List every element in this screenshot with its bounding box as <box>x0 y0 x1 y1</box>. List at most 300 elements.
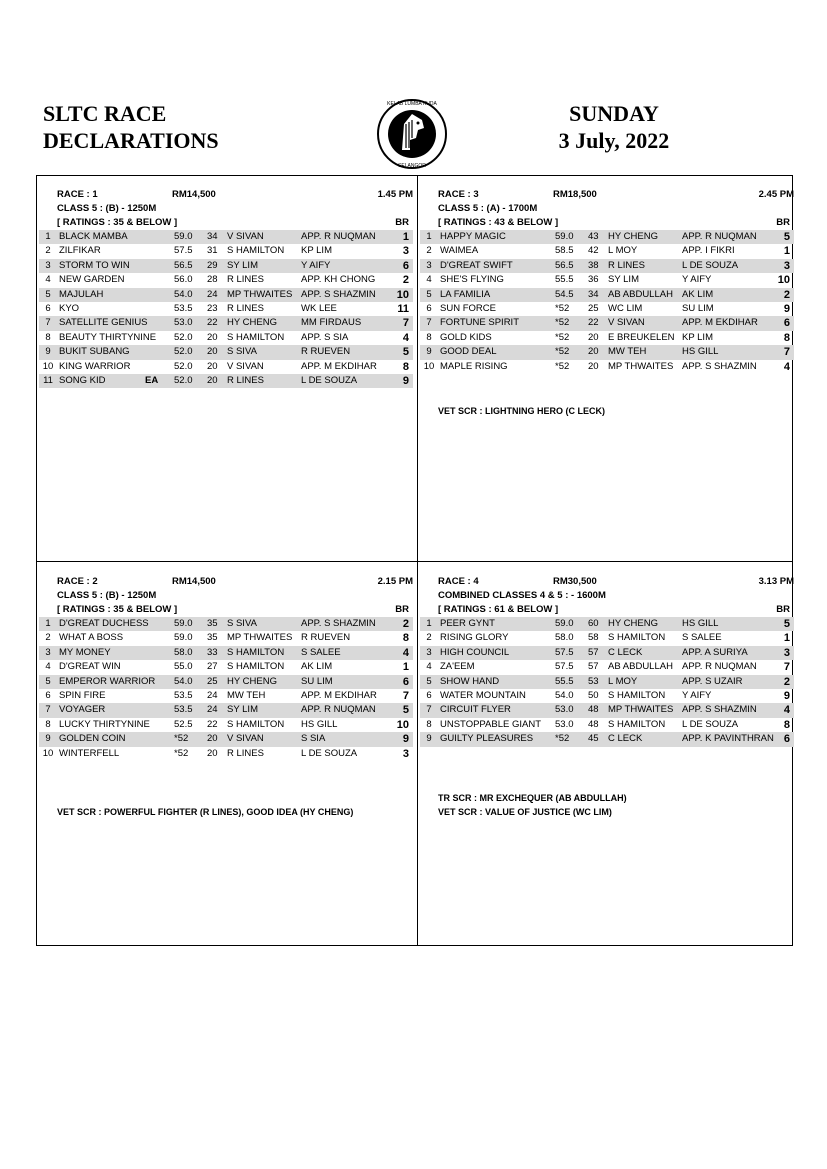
runner-rating: 24 <box>207 704 218 716</box>
runner-row <box>39 302 413 316</box>
runner-weight: *52 <box>555 346 570 358</box>
runner-weight: 57.5 <box>555 646 574 658</box>
trainer-name: APP. S SHAZMIN <box>301 618 376 629</box>
jockey-name: R LINES <box>227 374 264 386</box>
jockey-name: S HAMILTON <box>227 718 285 730</box>
runner-row <box>420 689 794 703</box>
runner-rating: 43 <box>588 231 599 242</box>
title-line-1: SLTC RACE <box>43 101 167 126</box>
runner-rating: 38 <box>588 259 599 271</box>
runner-row <box>420 718 794 732</box>
runner-weight: *52 <box>555 360 570 372</box>
runner-row <box>420 617 794 631</box>
race-prize: RM18,500 <box>553 189 597 200</box>
runner-weight: *52 <box>555 331 570 343</box>
runner-weight: 56.5 <box>555 259 574 271</box>
runner-rating: 57 <box>588 661 599 673</box>
trainer-name: L DE SOUZA <box>301 374 358 386</box>
horse-name: LUCKY THIRTYNINE <box>59 718 150 730</box>
race-class <box>420 202 794 216</box>
horse-name: WATER MOUNTAIN <box>440 689 526 701</box>
runner-rating: 35 <box>207 632 218 644</box>
runner-rating: 34 <box>207 231 218 242</box>
race-panel <box>420 575 794 747</box>
runner-rating: 50 <box>588 689 599 701</box>
runner-weight: 59.0 <box>555 231 574 242</box>
barrier-number: 2 <box>402 274 409 287</box>
runner-row <box>420 732 794 746</box>
barrier-header: BR <box>776 604 790 615</box>
race-header <box>420 575 794 589</box>
runner-rating: 58 <box>588 632 599 644</box>
trainer-name: SU LIM <box>301 675 333 687</box>
barrier-header: BR <box>395 217 409 228</box>
runner-weight: 56.5 <box>174 259 193 271</box>
runner-row <box>39 345 413 359</box>
scratching-note: VET SCR : LIGHTNING HERO (C LECK) <box>438 406 605 416</box>
runner-row <box>39 374 413 388</box>
horse-name: D'GREAT DUCHESS <box>59 618 149 629</box>
race-prize: RM14,500 <box>172 189 216 200</box>
race-class-label: CLASS 5 : (A) - 1700M <box>438 203 538 214</box>
runner-number: 5 <box>426 288 432 300</box>
title-block <box>43 100 219 154</box>
jockey-name: AB ABDULLAH <box>608 288 673 300</box>
jockey-name: S HAMILTON <box>227 646 285 658</box>
barrier-number: 9 <box>402 733 409 746</box>
club-logo <box>376 94 448 174</box>
jockey-name: AB ABDULLAH <box>608 661 673 673</box>
logo-text-top: KELAB LUMBA KUDA <box>387 101 437 107</box>
runner-row <box>39 660 413 674</box>
race-panel <box>39 575 413 761</box>
race-class <box>39 202 413 216</box>
barrier-number: 2 <box>783 675 790 688</box>
jockey-name: R LINES <box>227 747 264 759</box>
ratings-label: [ RATINGS : 61 & BELOW ] <box>438 604 559 615</box>
barrier-number: 9 <box>783 302 790 315</box>
runner-number: 2 <box>426 245 432 257</box>
runner-weight: *52 <box>555 317 570 329</box>
runner-rating: 34 <box>588 288 599 300</box>
barrier-number: 6 <box>783 733 790 746</box>
race-class-label: COMBINED CLASSES 4 & 5 : - 1600M <box>438 590 606 601</box>
barrier-number: 7 <box>402 317 409 330</box>
trainer-name: APP. M EKDIHAR <box>301 360 377 372</box>
trainer-name: S SALEE <box>301 646 341 658</box>
runner-rating: 24 <box>207 689 218 701</box>
runner-number: 4 <box>426 274 432 286</box>
horse-name: VOYAGER <box>59 704 106 716</box>
trainer-name: Y AIFY <box>301 259 331 271</box>
barrier-number: 6 <box>402 675 409 688</box>
barrier-number: 10 <box>777 274 790 287</box>
trainer-name: Y AIFY <box>682 274 712 286</box>
barrier-number: 3 <box>402 747 409 760</box>
runner-row <box>420 273 794 287</box>
race-time: 2.45 PM <box>758 189 794 200</box>
runner-number: 8 <box>45 718 51 730</box>
race-prize: RM14,500 <box>172 576 216 587</box>
runner-weight: 52.0 <box>174 360 193 372</box>
runner-number: 1 <box>426 618 432 629</box>
ratings-label: [ RATINGS : 35 & BELOW ] <box>57 217 178 228</box>
runner-weight: 53.5 <box>174 704 193 716</box>
jockey-name: S HAMILTON <box>227 661 285 673</box>
trainer-name: APP. A SURIYA <box>682 646 748 658</box>
runner-number: 2 <box>45 245 51 257</box>
runner-row <box>39 230 413 244</box>
horse-name: GOLDEN COIN <box>59 733 126 745</box>
jockey-name: V SIVAN <box>227 360 264 372</box>
ea-badge: EA <box>145 374 159 386</box>
runner-number: 8 <box>45 331 51 343</box>
horse-name: FORTUNE SPIRIT <box>440 317 519 329</box>
runner-row <box>39 617 413 631</box>
runner-number: 5 <box>426 675 432 687</box>
barrier-number: 4 <box>402 331 409 344</box>
barrier-number: 1 <box>402 231 409 243</box>
trainer-name: HS GILL <box>682 618 719 629</box>
barrier-number: 5 <box>783 618 790 630</box>
runner-weight: 59.0 <box>174 632 193 644</box>
runner-weight: 54.0 <box>555 689 574 701</box>
runner-weight: *52 <box>555 302 570 314</box>
horse-name: NEW GARDEN <box>59 274 125 286</box>
race-class <box>39 589 413 603</box>
date-block <box>514 100 714 154</box>
trainer-name: AK LIM <box>682 288 714 300</box>
barrier-number: 10 <box>396 718 409 731</box>
barrier-header: BR <box>776 217 790 228</box>
runner-number: 7 <box>45 317 51 329</box>
barrier-number: 8 <box>783 718 790 731</box>
runner-weight: 58.5 <box>555 245 574 257</box>
runner-rating: 45 <box>588 733 599 745</box>
runner-number: 4 <box>45 274 51 286</box>
race-class-label: CLASS 5 : (B) - 1250M <box>57 590 157 601</box>
race-time: 1.45 PM <box>377 189 413 200</box>
horse-name: SHE'S FLYING <box>440 274 504 286</box>
race-number: RACE : 4 <box>438 576 479 587</box>
runner-row <box>420 316 794 330</box>
runner-rating: 24 <box>207 288 218 300</box>
runner-weight: 54.0 <box>174 288 193 300</box>
trainer-name: APP. R NUQMAN <box>301 231 376 242</box>
runner-rating: 20 <box>207 374 218 386</box>
runner-weight: 55.5 <box>555 274 574 286</box>
runner-row <box>420 703 794 717</box>
jockey-name: C LECK <box>608 733 643 745</box>
runner-row <box>39 288 413 302</box>
horse-name: SONG KID <box>59 374 106 386</box>
runner-weight: 53.5 <box>174 689 193 701</box>
runner-number: 6 <box>426 302 432 314</box>
race-number: RACE : 3 <box>438 189 479 200</box>
runner-rating: 48 <box>588 718 599 730</box>
jockey-name: SY LIM <box>608 274 639 286</box>
horse-name: KYO <box>59 302 80 314</box>
trainer-name: MM FIRDAUS <box>301 317 362 329</box>
runner-rating: 20 <box>207 346 218 358</box>
trainer-name: R RUEVEN <box>301 632 351 644</box>
runner-row <box>39 631 413 645</box>
runner-number: 3 <box>426 259 432 271</box>
trainer-name: APP. S UZAIR <box>682 675 743 687</box>
horse-name: PEER GYNT <box>440 618 495 629</box>
runner-number: 10 <box>423 360 435 372</box>
runner-row <box>39 675 413 689</box>
runner-number: 5 <box>45 288 51 300</box>
runner-row <box>420 331 794 345</box>
jockey-name: R LINES <box>227 302 264 314</box>
runner-number: 6 <box>45 302 51 314</box>
runner-rating: 20 <box>207 733 218 745</box>
runner-rating: 22 <box>207 317 218 329</box>
jockey-name: HY CHENG <box>227 675 277 687</box>
barrier-number: 4 <box>783 360 790 373</box>
trainer-name: AK LIM <box>301 661 333 673</box>
barrier-number: 7 <box>783 346 790 359</box>
runner-number: 10 <box>42 360 54 372</box>
runner-rating: 20 <box>588 331 599 343</box>
jockey-name: S HAMILTON <box>608 632 666 644</box>
runner-weight: 57.5 <box>174 245 193 257</box>
horse-name: BLACK MAMBA <box>59 231 128 242</box>
runner-row <box>420 288 794 302</box>
horse-name: MAJULAH <box>59 288 104 300</box>
horse-name: SUN FORCE <box>440 302 496 314</box>
jockey-name: S HAMILTON <box>227 245 285 257</box>
runner-row <box>39 316 413 330</box>
runner-rating: 29 <box>207 259 218 271</box>
trainer-name: HS GILL <box>682 346 719 358</box>
jockey-name: MW TEH <box>608 346 647 358</box>
jockey-name: S SIVA <box>227 618 257 629</box>
barrier-number: 7 <box>783 661 790 674</box>
race-date: 3 July, 2022 <box>558 128 670 153</box>
barrier-number: 1 <box>402 661 409 674</box>
runner-weight: 52.0 <box>174 331 193 343</box>
horse-name: WINTERFELL <box>59 747 120 759</box>
trainer-name: L DE SOUZA <box>682 259 739 271</box>
race-ratings <box>420 603 794 617</box>
runner-number: 7 <box>426 317 432 329</box>
race-class <box>420 589 794 603</box>
jockey-name: S HAMILTON <box>608 689 666 701</box>
horse-name: SATELLITE GENIUS <box>59 317 148 329</box>
jockey-name: C LECK <box>608 646 643 658</box>
barrier-number: 8 <box>783 331 790 344</box>
trainer-name: S SALEE <box>682 632 722 644</box>
runner-rating: 33 <box>207 646 218 658</box>
runner-weight: 55.5 <box>555 675 574 687</box>
runner-number: 1 <box>426 231 432 242</box>
race-ratings <box>420 216 794 230</box>
runner-rating: 57 <box>588 646 599 658</box>
race-time: 3.13 PM <box>758 576 794 587</box>
runner-weight: 52.0 <box>174 346 193 358</box>
runner-number: 3 <box>45 646 51 658</box>
runner-number: 1 <box>45 231 51 242</box>
race-header <box>420 188 794 202</box>
runner-row <box>39 718 413 732</box>
runner-weight: 54.0 <box>174 675 193 687</box>
horse-name: SPIN FIRE <box>59 689 106 701</box>
runner-weight: 59.0 <box>555 618 574 629</box>
runner-row <box>39 689 413 703</box>
runner-number: 3 <box>426 646 432 658</box>
runner-rating: 20 <box>207 747 218 759</box>
runner-row <box>39 703 413 717</box>
ratings-label: [ RATINGS : 43 & BELOW ] <box>438 217 559 228</box>
horse-name: D'GREAT SWIFT <box>440 259 513 271</box>
runner-weight: 57.5 <box>555 661 574 673</box>
barrier-number: 8 <box>402 632 409 645</box>
runner-row <box>39 331 413 345</box>
barrier-number: 8 <box>402 360 409 373</box>
scratchings-notes <box>57 805 353 819</box>
race-time: 2.15 PM <box>377 576 413 587</box>
race-class-label: CLASS 5 : (B) - 1250M <box>57 203 157 214</box>
barrier-number: 6 <box>783 317 790 330</box>
runner-weight: 52.5 <box>174 718 193 730</box>
trainer-name: HS GILL <box>301 718 338 730</box>
horse-name: SHOW HAND <box>440 675 500 687</box>
race-prize: RM30,500 <box>553 576 597 587</box>
horse-name: GOLD KIDS <box>440 331 492 343</box>
runner-rating: 25 <box>588 302 599 314</box>
runner-rating: 28 <box>207 274 218 286</box>
trainer-name: APP. KH CHONG <box>301 274 376 286</box>
runner-rating: 60 <box>588 618 599 629</box>
runner-number: 6 <box>426 689 432 701</box>
barrier-number: 4 <box>783 704 790 717</box>
runner-weight: 55.0 <box>174 661 193 673</box>
barrier-number: 2 <box>402 618 409 630</box>
runner-number: 6 <box>45 689 51 701</box>
horse-name: MAPLE RISING <box>440 360 508 372</box>
scratching-note: VET SCR : VALUE OF JUSTICE (WC LIM) <box>438 807 612 817</box>
horse-name: UNSTOPPABLE GIANT <box>440 718 542 730</box>
runner-row <box>420 244 794 258</box>
trainer-name: S SIA <box>301 733 326 745</box>
race-day: SUNDAY <box>569 101 659 126</box>
trainer-name: KP LIM <box>301 245 332 257</box>
runner-weight: 53.0 <box>555 704 574 716</box>
trainer-name: L DE SOUZA <box>301 747 358 759</box>
runner-number: 1 <box>45 618 51 629</box>
runner-rating: 22 <box>207 718 218 730</box>
jockey-name: S HAMILTON <box>227 331 285 343</box>
runner-number: 9 <box>426 733 432 745</box>
runner-weight: 53.0 <box>555 718 574 730</box>
runner-rating: 20 <box>207 331 218 343</box>
jockey-name: R LINES <box>227 274 264 286</box>
runner-number: 8 <box>426 718 432 730</box>
trainer-name: APP. K PAVINTHRAN <box>682 733 774 745</box>
jockey-name: V SIVAN <box>227 231 264 242</box>
trainer-name: APP. R NUQMAN <box>682 661 757 673</box>
runner-rating: 22 <box>588 317 599 329</box>
horse-name: STORM TO WIN <box>59 259 130 271</box>
barrier-number: 10 <box>396 288 409 301</box>
trainer-name: APP. S SHAZMIN <box>301 288 376 300</box>
barrier-number: 3 <box>783 646 790 659</box>
jockey-name: S SIVA <box>227 346 257 358</box>
barrier-number: 9 <box>783 689 790 702</box>
trainer-name: SU LIM <box>682 302 714 314</box>
runner-weight: 54.5 <box>555 288 574 300</box>
runner-row <box>39 244 413 258</box>
jockey-name: L MOY <box>608 245 638 257</box>
runner-row <box>420 345 794 359</box>
barrier-header: BR <box>395 604 409 615</box>
horse-name: GOOD DEAL <box>440 346 497 358</box>
runner-rating: 23 <box>207 302 218 314</box>
runner-row <box>420 660 794 674</box>
runner-row <box>420 259 794 273</box>
barrier-number: 3 <box>783 259 790 272</box>
runner-row <box>39 273 413 287</box>
trainer-name: APP. S SIA <box>301 331 349 343</box>
runner-rating: 36 <box>588 274 599 286</box>
horse-name: HAPPY MAGIC <box>440 231 506 242</box>
ratings-label: [ RATINGS : 35 & BELOW ] <box>57 604 178 615</box>
runner-row <box>420 302 794 316</box>
runner-weight: 59.0 <box>174 231 193 242</box>
runner-rating: 20 <box>207 360 218 372</box>
scratching-note: VET SCR : POWERFUL FIGHTER (R LINES), GOOD IDEA (HY CHENG) <box>57 807 354 817</box>
runner-number: 10 <box>42 747 54 759</box>
runner-number: 5 <box>45 675 51 687</box>
runner-number: 11 <box>43 374 53 386</box>
horse-name: CIRCUIT FLYER <box>440 704 511 716</box>
trainer-name: APP. S SHAZMIN <box>682 704 757 716</box>
trainer-name: KP LIM <box>682 331 713 343</box>
race-panel <box>420 188 794 374</box>
barrier-number: 6 <box>402 259 409 272</box>
barrier-number: 5 <box>402 704 409 717</box>
runner-number: 3 <box>45 259 51 271</box>
barrier-number: 9 <box>402 374 409 387</box>
horse-name: LA FAMILIA <box>440 288 491 300</box>
barrier-number: 1 <box>783 632 790 645</box>
barrier-number: 4 <box>402 646 409 659</box>
runner-weight: 52.0 <box>174 374 193 386</box>
runner-rating: 25 <box>207 675 218 687</box>
runner-row <box>39 732 413 746</box>
runner-row <box>420 360 794 374</box>
barrier-number: 2 <box>783 288 790 301</box>
jockey-name: MP THWAITES <box>227 288 293 300</box>
runner-rating: 27 <box>207 661 218 673</box>
barrier-number: 5 <box>783 231 790 243</box>
race-header <box>39 575 413 589</box>
trainer-name: WK LEE <box>301 302 337 314</box>
runner-number: 4 <box>45 661 51 673</box>
runner-number: 2 <box>426 632 432 644</box>
horse-name: MY MONEY <box>59 646 111 658</box>
runner-row <box>420 675 794 689</box>
trainer-name: APP. R NUQMAN <box>301 704 376 716</box>
horse-name: BUKIT SUBANG <box>59 346 130 358</box>
barrier-number: 5 <box>402 346 409 359</box>
runner-rating: 35 <box>207 618 218 629</box>
runner-number: 7 <box>426 704 432 716</box>
horse-name: HIGH COUNCIL <box>440 646 510 658</box>
runner-weight: *52 <box>555 733 570 745</box>
